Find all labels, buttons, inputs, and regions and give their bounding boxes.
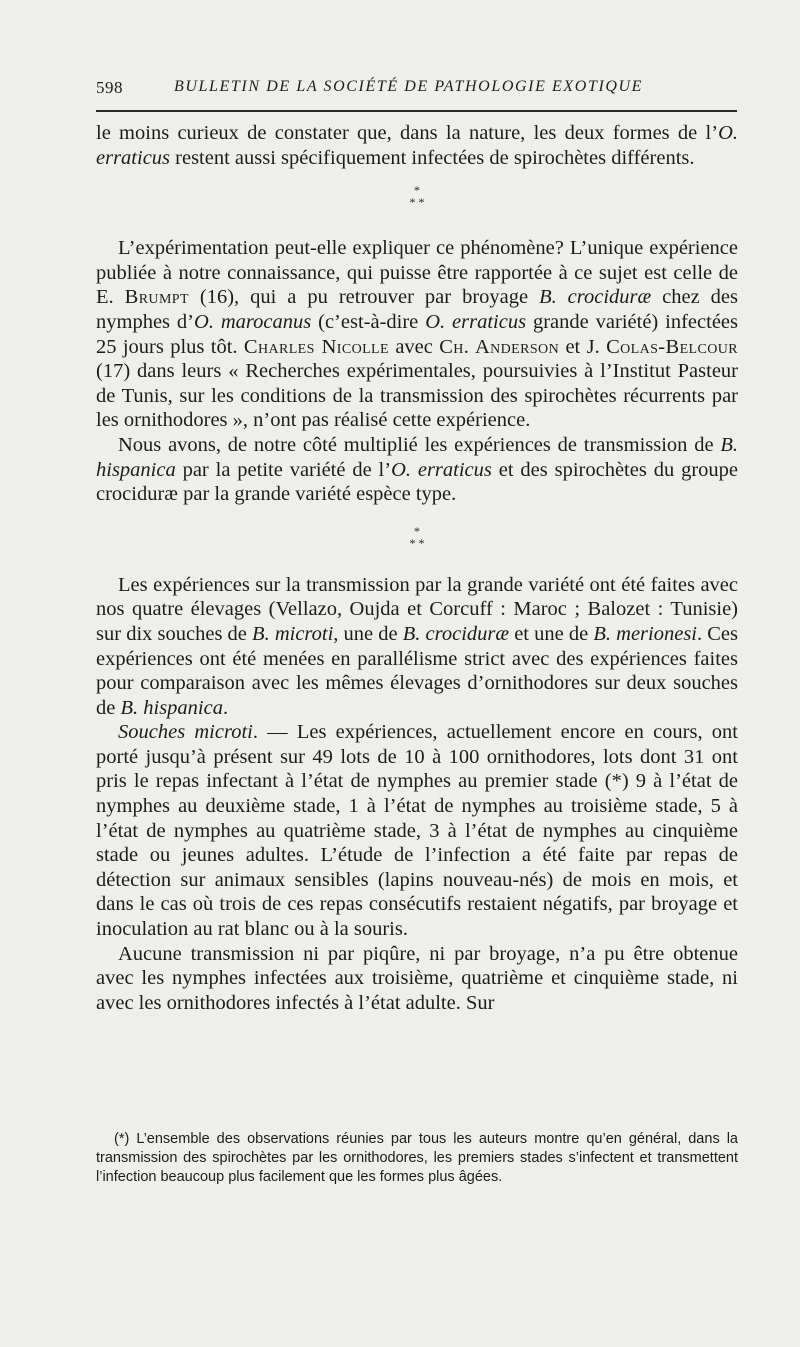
page-number: 598 [96,78,123,97]
paragraph-1: le moins curieux de constater que, dans la nature, les deux formes de l’O. erraticus restent aussi spécifiquement infectées de spirochètes différents. [96,122,738,169]
paragraph-5: Souches microti. — Les expériences, actuellement encore en cours, ont porté jusqu’à présent sur 49 lots de 10 à 100 ornithodores, lots dont 31 ont pris le repas infectant à l’état de nymphes au premier stade (*) 9 à l’état de nymphes au deuxième stade, 1 à l’état de nymphes au troisième stade, 5 à l’état de nymphes au quatrième stade, 3 à l’état de nymphes au cinquième stade ou jeunes adultes. L’étude de l’infection a été faite par repas de détection sur animaux sensibles (lapins nouveau-nés) de mois en mois, et dans le cas où trois de ces repas consécutifs restaient négatifs, par broyage et inoculation au rat blanc ou à la souris. [96,721,738,941]
separator-star-bottom: * * [409,535,425,550]
section-separator-2 [96,525,738,549]
paragraph-2: L’expérimentation peut-elle expliquer ce phénomène? L’unique expérience publiée à notre connaissance, qui puisse être rapportée à ce sujet est celle de E. Brumpt (16), qui a pu retrouver par broyage B. crociduræ chez des nymphes d’O. marocanus (c’est-à-dire O. erraticus grande variété) infectées 25 jours plus tôt. Charles Nicolle avec Ch. Anderson et J. Colas-Belcour (17) dans leurs « Recherches expérimentales, poursuivies à l’Institut Pasteur de Tunis, sur les conditions de la transmission des spirochètes récurrents par les ornithodores », n’ont pas réalisé cette expérience. [96,237,738,432]
page-header [96,78,736,108]
footnote-text: (*) L’ensemble des observations réunies par tous les auteurs montre qu’en général, dans la transmission des spirochètes par les ornithodores, les premiers stades s’infectent et transmettent l’infection beaucoup plus facilement que les formes plus âgées. [96,1131,738,1185]
header-rule [96,110,737,112]
paragraph-4: Les expériences sur la transmission par la grande variété ont été faites avec nos quatre élevages (Vellazo, Oujda et Corcuff : Maroc ; Balozet : Tunisie) sur dix souches de B. microti, une de B. crociduræ et une de B. merionesi. Ces expériences ont été menées en parallélisme strict avec des expériences faites pour comparaison avec les mêmes élevages d’ornithodores sur deux souches de B. hispanica. [96,573,739,719]
body-text [96,121,738,1015]
footnote [96,1130,738,1187]
paragraph-6: Aucune transmission ni par piqûre, ni par broyage, n’a pu être obtenue avec les nymphes infectées aux troisième, quatrième et cinquième stade, ni avec les ornithodores infectés à l’état adulte. Sur [96,942,738,1014]
separator-star-bottom: * * [409,195,425,210]
running-title: BULLETIN DE LA SOCIÉTÉ DE PATHOLOGIE EXOTIQUE [174,78,644,95]
separator-star-top: * [414,183,420,198]
paragraph-3: Nous avons, de notre côté multiplié les expériences de transmission de B. hispanica par la petite variété de l’O. erraticus et des spirochètes du groupe crociduræ par la grande variété espèce type. [96,433,738,506]
section-separator-1 [96,184,738,208]
separator-star-top: * [414,523,420,538]
